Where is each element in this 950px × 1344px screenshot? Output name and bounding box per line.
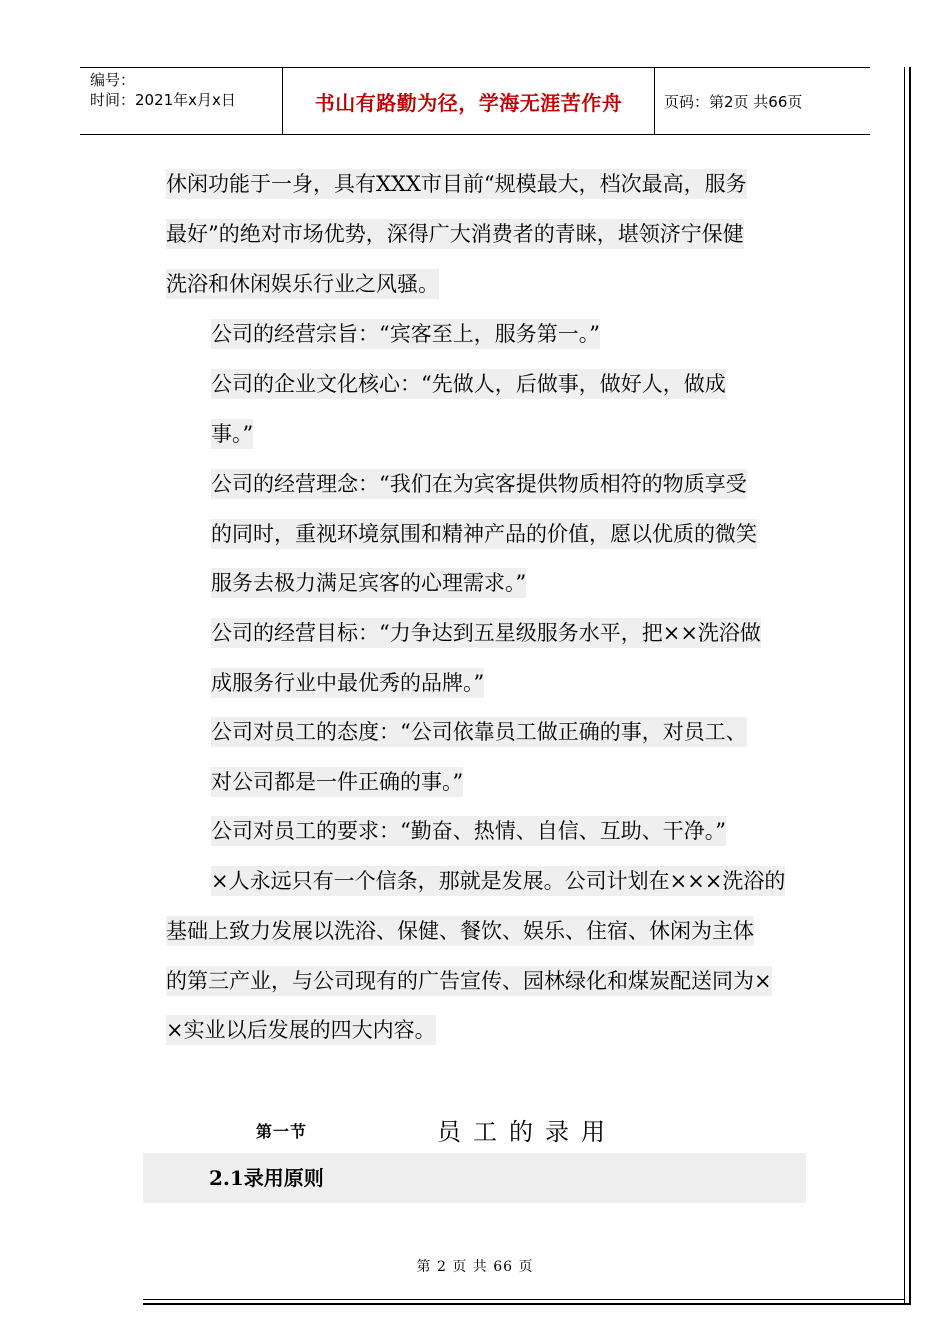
paragraph-line: 公司对员工的要求：“勤奋、热情、自信、互助、干净。” bbox=[211, 806, 726, 856]
number-label: 编号： bbox=[90, 71, 136, 89]
paragraph-line: 洗浴和休闲娱乐行业之风骚。 bbox=[166, 259, 439, 309]
header-divider bbox=[654, 68, 655, 134]
paragraph-line: ×人永远只有一个信条，那就是发展。公司计划在×××洗浴的 bbox=[211, 856, 785, 906]
section-title: 员工的录用 bbox=[437, 1118, 617, 1146]
paragraph-line: 公司对员工的态度：“公司依靠员工做正确的事，对员工、 bbox=[211, 707, 747, 757]
paragraph-line: 服务去极力满足宾客的心理需求。” bbox=[211, 558, 526, 608]
page-footer: 第 2 页 共 66 页 bbox=[416, 1259, 534, 1275]
paragraph-line: 公司的经营理念：“我们在为宾客提供物质相符的物质享受 bbox=[211, 459, 747, 509]
paragraph-line: ×实业以后发展的四大内容。 bbox=[166, 1005, 436, 1055]
header-motto: 书山有路勤为径，学海无涯苦作舟 bbox=[314, 90, 623, 115]
page-frame-bottom-thick bbox=[143, 1303, 911, 1305]
paragraph-line: 的第三产业，与公司现有的广告宣传、园林绿化和煤炭配送同为× bbox=[166, 956, 772, 1006]
paragraph-line: 的同时，重视环境氛围和精神产品的价值，愿以优质的微笑 bbox=[211, 509, 757, 559]
paragraph-line: 公司的经营宗旨：“宾客至上，服务第一。” bbox=[211, 309, 600, 359]
page-frame-bottom bbox=[143, 1299, 905, 1300]
paragraph-line: 公司的企业文化核心：“先做人，后做事，做好人，做成 bbox=[211, 359, 726, 409]
subsection-heading bbox=[143, 1153, 806, 1203]
page-frame-right bbox=[904, 67, 905, 1303]
section-label: 第一节 bbox=[256, 1122, 308, 1141]
subsection-title: 2.1录用原则 bbox=[209, 1166, 324, 1190]
page-frame-right-thick bbox=[909, 67, 911, 1303]
document-header bbox=[80, 67, 870, 135]
paragraph-line: 成服务行业中最优秀的品牌。” bbox=[211, 658, 484, 708]
paragraph-line: 对公司都是一件正确的事。” bbox=[211, 757, 463, 807]
paragraph-line: 基础上致力发展以洗浴、保健、餐饮、娱乐、住宿、休闲为主体 bbox=[166, 906, 754, 956]
paragraph-line: 休闲功能于一身，具有XXX市目前“规模最大，档次最高，服务 bbox=[166, 159, 747, 209]
paragraph-line: 公司的经营目标：“力争达到五星级服务水平，把××洗浴做 bbox=[211, 608, 761, 658]
header-page-info: 页码：第2页 共66页 bbox=[664, 92, 803, 111]
time-label: 时间：2021年x月x日 bbox=[90, 91, 236, 109]
paragraph-line: 最好”的绝对市场优势，深得广大消费者的青睐，堪领济宁保健 bbox=[166, 209, 744, 259]
header-meta bbox=[90, 70, 236, 110]
paragraph-line: 事。” bbox=[211, 409, 253, 459]
